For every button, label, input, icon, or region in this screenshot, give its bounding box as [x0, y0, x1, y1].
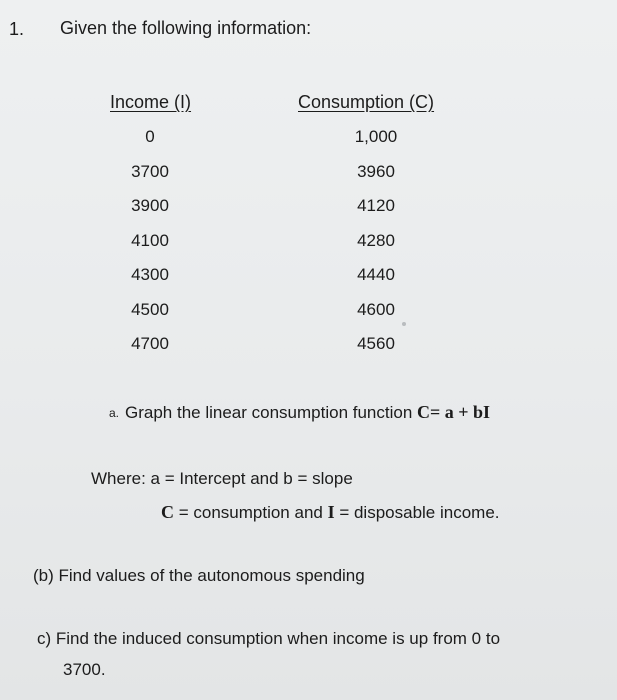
income-cell: 0 — [145, 127, 155, 146]
consumption-cell: 4560 — [357, 334, 395, 353]
consumption-column-header: Consumption (C) — [298, 92, 435, 112]
where-line-2 — [161, 502, 500, 523]
where-line-1: Where: a = Intercept and b = slope — [91, 469, 353, 488]
question-intro: Given the following information: — [60, 18, 312, 38]
income-cell: 4700 — [131, 334, 169, 353]
question-number: 1. — [9, 19, 25, 39]
income-column — [110, 125, 190, 367]
income-cell: 3700 — [131, 161, 169, 181]
part-a-text: Graph the linear consumption function — [125, 403, 418, 422]
symbol-c: C — [161, 502, 174, 522]
consumption-cell: 4600 — [357, 299, 395, 319]
consumption-column — [336, 125, 416, 367]
where-line-2-end: = disposable income. — [334, 503, 500, 522]
consumption-formula: C= a + bI — [417, 402, 491, 422]
part-a — [109, 402, 490, 423]
income-cell: 4500 — [131, 299, 169, 319]
part-c-line-1: c) Find the induced consumption when income is up from 0 to — [37, 629, 501, 648]
consumption-cell: 3960 — [357, 161, 395, 181]
symbol-i: I — [327, 502, 335, 522]
income-cell: 4300 — [131, 265, 169, 284]
consumption-cell: 1,000 — [354, 127, 398, 146]
paper-speck — [402, 322, 406, 326]
part-a-label: a. — [109, 406, 120, 420]
consumption-cell: 4440 — [357, 265, 395, 284]
income-column-header: Income (I) — [110, 92, 192, 112]
income-cell: 3900 — [131, 196, 169, 215]
consumption-cell: 4120 — [357, 196, 395, 215]
part-c-line-2: 3700. — [63, 660, 106, 679]
consumption-cell: 4280 — [357, 230, 395, 250]
part-b: (b) Find values of the autonomous spending — [33, 566, 365, 585]
where-line-2-mid: = consumption and — [174, 503, 328, 522]
income-cell: 4100 — [131, 230, 169, 250]
